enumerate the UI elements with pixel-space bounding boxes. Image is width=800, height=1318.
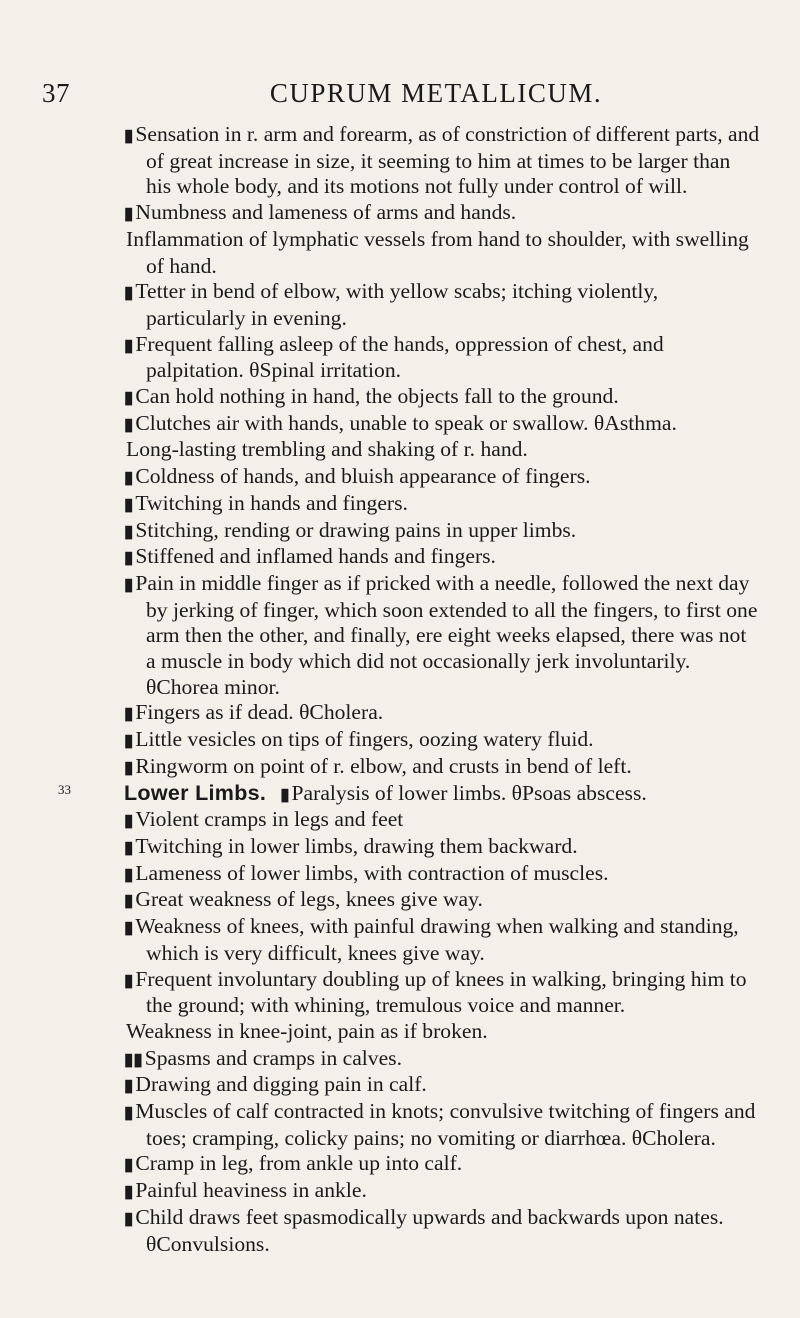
entry-text: Ringworm on point of r. elbow, and crusts in bend of left. (135, 753, 632, 778)
entry-text: Muscles of calf contracted in knots; convulsive twitching of fingers and toes; cramping, colicky pains; no vomiting or diarrhœa. θCholera. (135, 1099, 756, 1150)
entry-text: Can hold nothing in hand, the objects fall to the ground. (135, 384, 619, 409)
entry-mark: ▮ (124, 757, 134, 777)
symptom-entry (124, 122, 760, 200)
symptom-entry (124, 332, 760, 384)
entry-mark: ▮ (124, 468, 134, 488)
entry-mark: ▮ (124, 283, 134, 303)
entry-text: Little vesicles on tips of fingers, oozing watery fluid. (135, 727, 594, 752)
symptom-entry (124, 700, 760, 727)
symptom-entry (124, 807, 760, 834)
entry-text: Twitching in lower limbs, drawing them backward. (135, 833, 578, 858)
entry-mark: ▮ (124, 335, 134, 355)
symptom-entry (124, 967, 760, 1019)
lower-limbs-entries (124, 807, 760, 1257)
entry-text: Clutches air with hands, unable to speak or swallow. θAsthma. (135, 410, 677, 435)
symptom-entry (124, 754, 760, 781)
entry-mark: ▮ (124, 864, 134, 884)
entry-text: Painful heaviness in ankle. (135, 1178, 367, 1203)
symptom-entry (124, 1099, 760, 1151)
entry-text: Frequent falling asleep of the hands, oppression of chest, and palpitation. θSpinal irritation. (135, 331, 664, 383)
entry-mark: ▮ (124, 891, 134, 911)
entry-mark: ▮ (124, 388, 134, 408)
entry-mark: ▮ (124, 1103, 134, 1123)
entry-text: Numbness and lameness of arms and hands. (135, 200, 517, 225)
entry-mark: ▮ (124, 574, 134, 594)
entry-text: Long-lasting trembling and shaking of r. hand. (126, 437, 528, 462)
section-first-entry: Paralysis of lower limbs. θPsoas abscess. (291, 780, 647, 805)
entry-text: Sensation in r. arm and forearm, as of constriction of different parts, and of great increase in size, it seeming to him at times to be larger than his whole body, and its motions not fully under control of will. (135, 122, 760, 199)
section-lower-limbs: 33 Lower Limbs. ▮Paralysis of lower limbs. θPsoas abscess. (58, 780, 647, 805)
entry-mark: ▮ (124, 811, 134, 831)
entry-mark: ▮ (124, 918, 134, 938)
entry-text: Child draws feet spasmodically upwards and backwards upon nates. θConvulsions. (135, 1204, 724, 1256)
section-title: Lower Limbs. (124, 780, 267, 805)
entry-mark: ▮ (124, 704, 134, 724)
symptom-entry (124, 1019, 760, 1046)
entry-text: Stitching, rending or drawing pains in upper limbs. (135, 517, 577, 542)
symptom-entry (124, 279, 760, 331)
symptom-entry (124, 834, 760, 861)
symptom-entry (124, 227, 760, 279)
running-title: CUPRUM METALLICUM. (269, 78, 603, 108)
entry-text: Violent cramps in legs and feet (135, 807, 404, 832)
entry-mark: ▮ (124, 731, 134, 751)
upper-limbs-entries (124, 122, 760, 781)
entry-text: Fingers as if dead. θCholera. (135, 700, 384, 725)
symptom-entry (124, 571, 760, 701)
entry-text: Stiffened and inflamed hands and fingers. (135, 544, 496, 569)
entry-mark: ▮ (280, 784, 290, 804)
entry-text: Spasms and cramps in calves. (144, 1045, 402, 1070)
entry-mark: ▮▮ (124, 1049, 143, 1069)
symptom-entry (124, 1178, 760, 1205)
entry-mark: ▮ (124, 837, 134, 857)
entry-text: Twitching in hands and fingers. (135, 490, 408, 515)
entry-text: Cramp in leg, from ankle up into calf. (135, 1151, 463, 1176)
symptom-entry (124, 727, 760, 754)
entry-text: Frequent involuntary doubling up of knees in walking, bringing him to the ground; with whining, tremulous voice and manner. (135, 966, 747, 1018)
entry-mark: ▮ (124, 548, 134, 568)
entry-mark: ▮ (124, 126, 134, 145)
entry-text: Weakness in knee-joint, pain as if broken. (126, 1018, 488, 1043)
symptom-entry (124, 544, 760, 571)
entry-mark: ▮ (124, 521, 134, 541)
entry-mark: ▮ (124, 1076, 134, 1096)
entry-text: Lameness of lower limbs, with contraction of muscles. (135, 860, 609, 885)
entry-mark: ▮ (124, 1208, 134, 1228)
symptom-entry (124, 1205, 760, 1257)
entry-text: Weakness of knees, with painful drawing when walking and standing, which is very difficult, knees give way. (135, 914, 739, 965)
entry-mark: ▮ (124, 1155, 134, 1175)
entry-mark: ▮ (124, 204, 134, 224)
symptom-entry (124, 437, 760, 464)
page-header (42, 78, 740, 108)
entry-text: Great weakness of legs, knees give way. (135, 887, 483, 912)
entry-text: Drawing and digging pain in calf. (135, 1072, 427, 1097)
entry-mark: ▮ (124, 494, 134, 514)
symptom-entry (124, 1072, 760, 1099)
entry-text: Pain in middle finger as if pricked with a needle, followed the next day by jerking of finger, which soon extended to all the fingers, to first one arm then the other, and finally, ere eight weeks elapsed, there was not a muscle in body which did not occasionally jerk involuntarily. θChorea minor. (135, 570, 758, 699)
symptom-entry (124, 384, 760, 411)
symptom-entry (124, 200, 760, 227)
symptom-entry (124, 914, 760, 966)
symptom-entry (124, 464, 760, 491)
entry-text: Coldness of hands, and bluish appearance of fingers. (135, 464, 591, 489)
symptom-entry (124, 861, 760, 888)
entry-mark: ▮ (124, 414, 134, 434)
symptom-entry (124, 518, 760, 545)
entry-mark: ▮ (124, 1182, 134, 1202)
symptom-entry (124, 887, 760, 914)
symptom-entry (124, 491, 760, 518)
page-number: 37 (42, 78, 70, 108)
symptom-entry (124, 1151, 760, 1178)
symptom-entry (124, 1046, 760, 1073)
symptom-list (58, 122, 760, 1257)
entry-text: Inflammation of lymphatic vessels from hand to shoulder, with swelling of hand. (126, 226, 749, 278)
entry-mark: ▮ (124, 970, 134, 990)
symptom-entry (124, 411, 760, 438)
entry-text: Tetter in bend of elbow, with yellow scabs; itching violently, particularly in evening. (135, 279, 659, 330)
